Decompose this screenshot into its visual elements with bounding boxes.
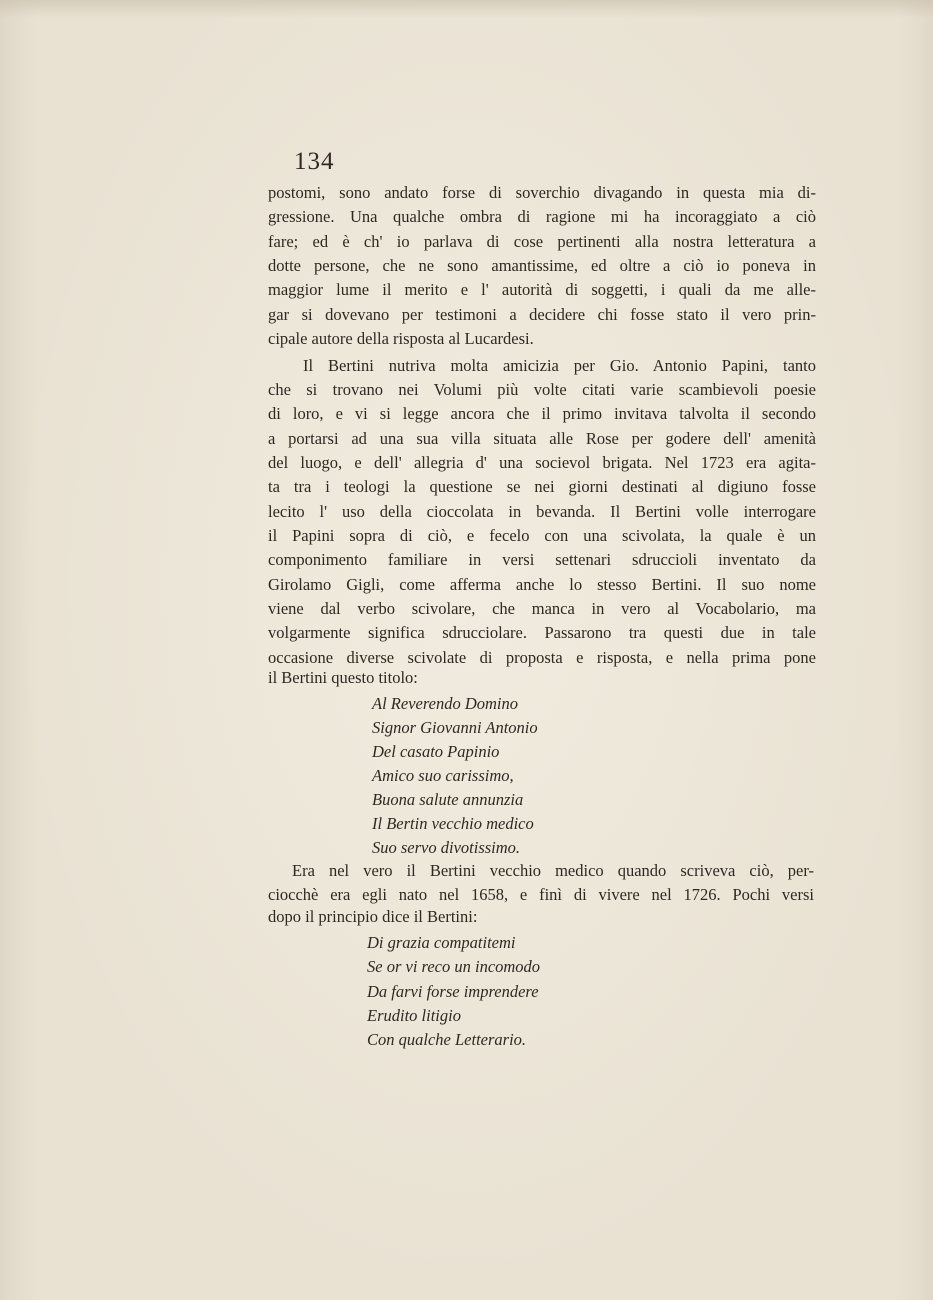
verse-line: Signor Giovanni Antonio	[372, 718, 538, 737]
text-line: gressione. Una qualche ombra di ragione mi ha incoraggiato a ciò	[268, 207, 816, 226]
text-line: Il Bertini nutriva molta amicizia per Gio. Antonio Papini, tanto	[303, 356, 816, 375]
verse-line: Amico suo carissimo,	[372, 766, 514, 785]
text-line: lecito l' uso della cioccolata in bevanda. Il Bertini volle interrogare	[268, 502, 816, 521]
text-line: occasione diverse scivolate di proposta e risposta, e nella prima pone	[268, 648, 816, 667]
text-line: che si trovano nei Volumi più volte citati varie scambievoli poesie	[268, 380, 816, 399]
text-line: gar si dovevano per testimoni a decidere chi fosse stato il vero prin-	[268, 305, 816, 324]
verse-line: Con qualche Letterario.	[367, 1030, 527, 1049]
text-line: Era nel vero il Bertini vecchio medico quando scriveva ciò, per-	[292, 861, 814, 880]
text-line: volgarmente significa sdrucciolare. Passarono tra questi due in tale	[268, 623, 816, 642]
verse-line: Buona salute annunzia	[372, 790, 524, 809]
verse-line: Se or vi reco un incomodo	[367, 957, 541, 976]
text-line: ciocchè era egli nato nel 1658, e finì di vivere nel 1726. Pochi versi	[268, 885, 814, 904]
verse-line: Di grazia compatitemi	[367, 933, 516, 952]
text-line: a portarsi ad una sua villa situata alle Rose per godere dell' amenità	[268, 429, 816, 448]
text-line: cipale autore della risposta al Lucardesi.	[268, 329, 534, 348]
page-edge	[0, 0, 933, 18]
text-line: del luogo, e dell' allegria d' una socievol brigata. Nel 1723 era agita-	[268, 453, 816, 472]
text-line: dotte persone, che ne sono amantissime, ed oltre a ciò io poneva in	[268, 256, 816, 275]
text-line: postomi, sono andato forse di soverchio divagando in questa mia di-	[268, 183, 816, 202]
verse-line: Erudito litigio	[367, 1006, 461, 1025]
text-line: il Bertini questo titolo:	[268, 668, 418, 687]
text-line: maggior lume il merito e l' autorità di soggetti, i quali da me alle-	[268, 280, 816, 299]
text-line: ta tra i teologi la questione se nei giorni destinati al digiuno fosse	[268, 477, 816, 496]
verse-line: Suo servo divotissimo.	[372, 838, 521, 857]
text-line: di loro, e vi si legge ancora che il primo invitava talvolta il secondo	[268, 404, 816, 423]
text-line: componimento familiare in versi settenari sdruccioli inventato da	[268, 550, 816, 569]
text-line: Girolamo Gigli, come afferma anche lo stesso Bertini. Il suo nome	[268, 575, 816, 594]
text-line: dopo il principio dice il Bertini:	[268, 907, 478, 926]
verse-line: Il Bertin vecchio medico	[372, 814, 534, 833]
text-line: il Papini sopra di ciò, e fecelo con una scivolata, la quale è un	[268, 526, 816, 545]
page-number: 134	[294, 148, 335, 175]
text-line: viene dal verbo scivolare, che manca in vero al Vocabolario, ma	[268, 599, 816, 618]
verse-line: Del casato Papinio	[372, 742, 500, 761]
verse-line: Al Reverendo Domino	[372, 694, 519, 713]
text-line: fare; ed è ch' io parlava di cose pertinenti alla nostra letteratura a	[268, 232, 816, 251]
verse-line: Da farvi forse imprendere	[367, 982, 539, 1001]
